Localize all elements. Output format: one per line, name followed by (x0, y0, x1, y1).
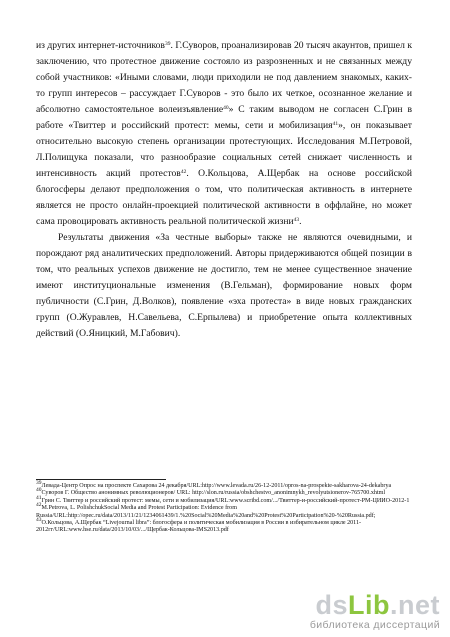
footnote-number: 40 (36, 487, 42, 494)
footnote-ref: 42 (180, 169, 187, 175)
footnote-ref: 40 (223, 105, 229, 111)
footnote-number: 39 (36, 480, 42, 486)
dslib-watermark (310, 591, 440, 631)
footnote (36, 517, 414, 535)
paragraph-text: из других интернет-источников (36, 40, 165, 51)
watermark-logo: dsLib.net (315, 590, 440, 620)
footnote (36, 487, 414, 497)
footnote-number: 42 (36, 502, 42, 509)
footnotes (36, 480, 414, 535)
footnote-ref: 39 (164, 41, 171, 47)
footnote-ref: 41 (332, 121, 339, 127)
footnote-ref: 43 (293, 217, 300, 223)
paragraph-text: », он показывает относительно высокую степень организации протестующих. Исследования М.Петровой, Л.Полищука показали, что разнообразие социальных сетей снижает численность и интенсивность акций протестов (36, 120, 412, 179)
footnote-text: Суворов Г. Общество анонимных революционеров/ URL: http://slon.ru/russia/obshchestvo_anonimnykh_revolyutsionerov-765700.xhtml (41, 490, 386, 497)
footnote-text: Левада-Центр Опрос на проспекте Сахарова 24 декабря/URL:http://www.levada.ru/26-12-2011/opros-na-prospekte-sakharova-24-dekabrya (41, 483, 392, 489)
footnote-text: Грин С. Твиттер и российский протест: мемы, сети и мобилизация/URL:www.scribd.com/.../Твиттер-и-российский-протест-РМ-ЦИИО-2012-1 (41, 497, 410, 504)
paragraph (36, 230, 412, 342)
paragraph-text: » С таким выводом не согласен С.Грин в работе «Твиттер и российский протест: мемы, сети и мобилизация (36, 104, 412, 131)
footnote (36, 502, 414, 520)
paragraph-text: . (299, 216, 302, 227)
body-text (36, 38, 412, 342)
paragraph-text: . Г.Суворов, проанализировав 20 тысяч акаунтов, пришел к заключению, что протестное движение состояло из разрозненных и не связанных между собой участников: «Иными словами, люди приходили не под давлением знакомых, каких-то групп интересов – рассуждает Г.Суворов - это было их четкое, осознанное желание и абсолютно самостоятельное волеизъявление (36, 40, 412, 115)
watermark-subtitle: библиотека диссертаций (309, 619, 440, 631)
paragraph-text: . О.Кольцова, А.Щербак на основе российской блогосферы делают предположения о том, что политическая активность в интернете является не просто онлайн-проекцией политической активности в оффлайне, но может сама провоцировать активность реальной политической жизни (36, 168, 412, 227)
paragraph (36, 38, 412, 230)
footnote-text: О.Кольцова, А.Щербак “Livejournal libra”: блогосфера и политическая мобилизация в России в избирательном цикле 2011-2012гг/URL:www.hse.ru/data/2013/10/03/.../Щербак-Кольцова-IMS2013.pdf (36, 520, 362, 534)
footnote-separator (36, 479, 166, 480)
footnote-number: 43 (36, 517, 42, 524)
paragraph-text: Результаты движения «За честные выборы» также не являются очевидными, и порождают ряд аналитических предположений. Авторы придерживаются общей позиции в том, что реальных успехов движение не достигло, тем не менее существенное значение имеют институциональные изменения (В.Гельман), формирование новых форм публичности (С.Грин, Д.Волков), появление «эха протеста» в виде новых гражданских групп (О.Журавлев, Н.Савельева, С.Ерпылева) и приобретение опыта коллективных действий (О.Яницкий, М.Габович). (36, 232, 412, 339)
footnote-text: M.Petrova, L. PolishchukSocial Media and Protest Participation: Evidence from Russia/URL:http://opec.ru/data/2013/11/21/1234061439/1.%20Social%20Media%20and%20Protest%20Participation%20-%20Russia.pdf; (36, 505, 376, 519)
footnote-number: 41 (36, 494, 42, 501)
